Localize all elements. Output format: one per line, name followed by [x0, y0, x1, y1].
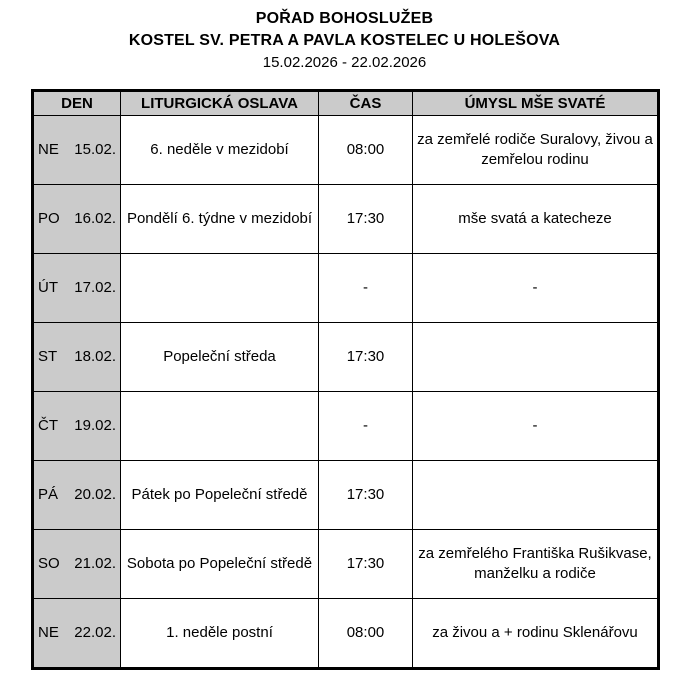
- intention-cell: mše svatá a katecheze: [413, 185, 659, 254]
- day-abbr: ÚT: [38, 279, 58, 296]
- intention-cell: -: [413, 254, 659, 323]
- table-row: [33, 323, 659, 392]
- schedule-table: [31, 89, 660, 670]
- celebration-cell: 1. neděle postní: [121, 599, 319, 669]
- column-header-time: ČAS: [319, 91, 413, 116]
- celebration-cell: Pátek po Popeleční středě: [121, 461, 319, 530]
- table-row: [33, 392, 659, 461]
- day-abbr: PÁ: [38, 486, 59, 503]
- day-cell: [33, 323, 121, 392]
- celebration-cell: Sobota po Popeleční středě: [121, 530, 319, 599]
- day-date: 16.02.: [74, 210, 116, 227]
- time-cell: 17:30: [319, 323, 413, 392]
- time-cell: -: [319, 392, 413, 461]
- header-row: [33, 91, 659, 116]
- day-abbr: SO: [38, 555, 60, 572]
- day-abbr: NE: [38, 624, 59, 641]
- column-header-den: DEN: [33, 91, 121, 116]
- day-abbr: ČT: [38, 417, 58, 434]
- time-cell: 17:30: [319, 461, 413, 530]
- day-cell: [33, 185, 121, 254]
- day-date: 17.02.: [74, 279, 116, 296]
- day-date: 15.02.: [74, 141, 116, 158]
- day-cell: [33, 530, 121, 599]
- column-header-celebration: LITURGICKÁ OSLAVA: [121, 91, 319, 116]
- page-title: POŘAD BOHOSLUŽEB: [255, 10, 434, 27]
- day-date: 19.02.: [74, 417, 116, 434]
- table-row: [33, 254, 659, 323]
- intention-cell: za zemřelé rodiče Suralovy, živou a zemřelou rodinu: [413, 116, 659, 185]
- day-abbr: NE: [38, 141, 59, 158]
- document-header: [0, 0, 689, 73]
- time-cell: 17:30: [319, 530, 413, 599]
- intention-cell: -: [413, 392, 659, 461]
- column-header-intention: ÚMYSL MŠE SVATÉ: [413, 91, 659, 116]
- day-cell: [33, 392, 121, 461]
- table-row: [33, 116, 659, 185]
- day-abbr: ST: [38, 348, 58, 365]
- time-cell: 08:00: [319, 599, 413, 669]
- day-cell: [33, 116, 121, 185]
- time-cell: 17:30: [319, 185, 413, 254]
- table-row: [33, 530, 659, 599]
- intention-cell: [413, 323, 659, 392]
- intention-cell: za živou a + rodinu Sklenářovu: [413, 599, 659, 669]
- day-date: 18.02.: [74, 348, 116, 365]
- date-range: 15.02.2026 - 22.02.2026: [262, 54, 427, 71]
- celebration-cell: Popeleční středa: [121, 323, 319, 392]
- day-cell: [33, 461, 121, 530]
- day-date: 22.02.: [74, 624, 116, 641]
- table-row: [33, 185, 659, 254]
- time-cell: 08:00: [319, 116, 413, 185]
- table-row: [33, 461, 659, 530]
- day-abbr: PO: [38, 210, 60, 227]
- celebration-cell: [121, 254, 319, 323]
- celebration-cell: Pondělí 6. týdne v mezidobí: [121, 185, 319, 254]
- time-cell: -: [319, 254, 413, 323]
- day-date: 21.02.: [74, 555, 116, 572]
- celebration-cell: 6. neděle v mezidobí: [121, 116, 319, 185]
- day-cell: [33, 254, 121, 323]
- day-date: 20.02.: [74, 486, 116, 503]
- intention-cell: za zemřelého Františka Rušikvase, manželku a rodiče: [413, 530, 659, 599]
- celebration-cell: [121, 392, 319, 461]
- page-subtitle: KOSTEL SV. PETRA A PAVLA KOSTELEC U HOLEŠOVA: [128, 32, 561, 49]
- table-row: [33, 599, 659, 669]
- intention-cell: [413, 461, 659, 530]
- day-cell: [33, 599, 121, 669]
